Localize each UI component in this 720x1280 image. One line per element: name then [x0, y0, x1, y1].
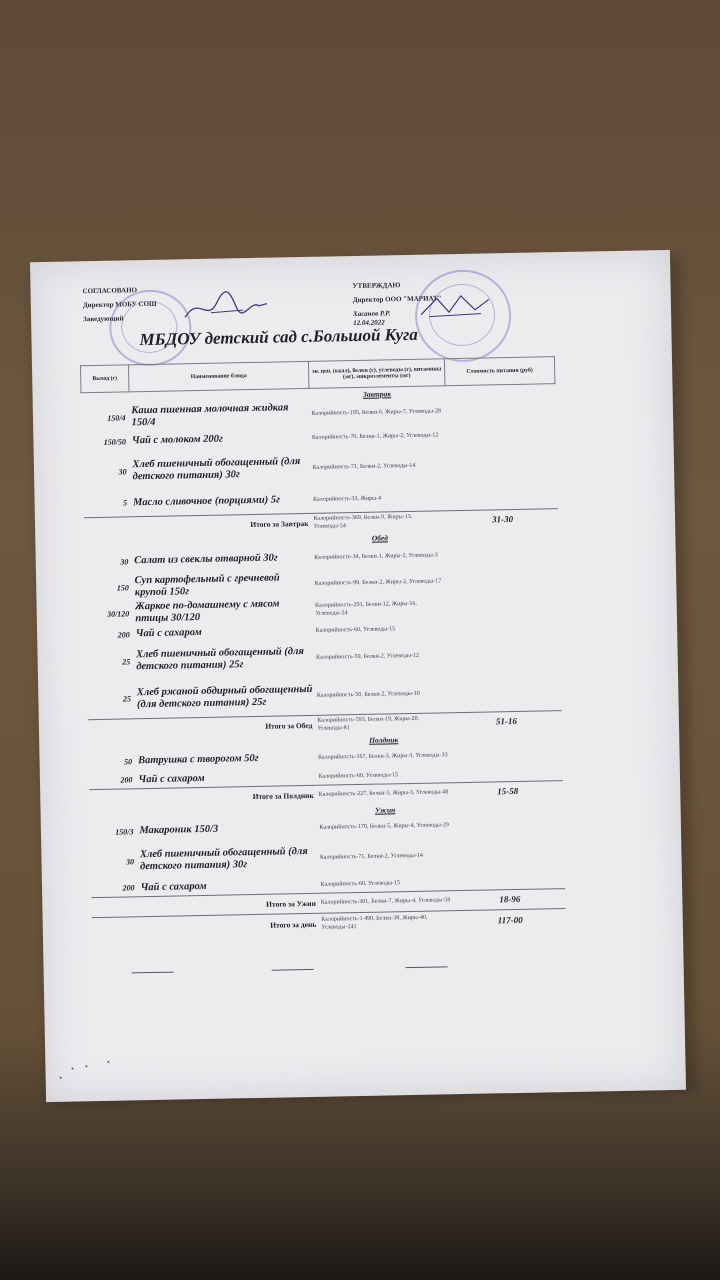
agreed-label: СОГЛАСОВАНО [82, 286, 138, 296]
subtotal-row: Итого за Завтрак Калорийность-369, Белки-9, Жиры-13, Углеводы-54 31-30 [83, 508, 557, 537]
agreed-position: Директор МОБУ СОШ [82, 299, 157, 310]
header-cost: Стоимость питания (руб) [444, 357, 554, 386]
menu-document [30, 250, 686, 1102]
table-row: 150/50 Чай с молоком 200г Калорийность-70, Белки-1, Жиры-2, Углеводы-12 [103, 432, 439, 447]
section-dinner: Ужин [374, 804, 396, 815]
page-title: МБДОУ детский сад с.Большой Куга [139, 324, 418, 350]
table-row: 30 Хлеб пшеничный обогащенный (для детского питания) 30г Калорийность-71, Белки-2, Углеводы-14 [118, 456, 416, 483]
table-row: 25 Хлеб ржаной обдирный обогащенный (для детского питания) 25г Калорийность-50, Белки-2, Углеводы-10 [122, 683, 420, 710]
table-row: 50 Ватрушка с творогом 50г Калорийность-167, Белки-3, Жиры-3, Углеводы-33 [124, 752, 448, 767]
manager-label: Заведующий [83, 314, 124, 324]
table-row: 30/120 Жаркое по-домашнему с мясом птицы 30/120 Калорийность-291, Белки-12, Жиры-16, Углеводы-24 [106, 598, 417, 625]
header-dish: Наименование блюда [128, 361, 308, 391]
signature-left [181, 286, 272, 328]
table-row: 200 Чай с сахаром Калорийность-60, Углеводы-15 [122, 879, 401, 893]
day-total-row: Итого за день Калорийность-1 490, Белки-38, Жиры-40, Углеводы-241 117-00 [91, 908, 565, 939]
paper-speck [85, 1065, 87, 1067]
signature-line-3 [406, 966, 448, 968]
table-row: 5 Масло сливочное (порциями) 5г Калорийность-33, Жиры-4 [123, 494, 382, 509]
subtotal-row: Итого за Ужин Калорийность-301, Белки-7, Жиры-4, Углеводы-58 18-96 [91, 888, 565, 917]
section-breakfast: Завтрак [362, 388, 392, 399]
table-row: 200 Чай с сахаром Калорийность-60, Углеводы-15 [117, 626, 396, 640]
header-output: Выход (г) [80, 365, 129, 393]
director-name: Хасанов Р.Р. [352, 309, 391, 319]
approve-position: Директор ООО "МАРИАТ" [352, 294, 442, 305]
header-nutrition: эн. цен. (ккал), белки (г), углеводы (г), витамины (мг), микроэлементы (мг) [308, 359, 444, 389]
subtotal-row: Итого за Обед Калорийность-593, Белки-19, Жиры-20, Углеводы-81 51-16 [87, 710, 561, 739]
menu-table [80, 356, 566, 939]
section-lunch: Обед [371, 532, 388, 543]
signature-line-2 [272, 969, 314, 971]
table-row: 150/3 Макароник 150/3 Калорийность-170, Белки-5, Жиры-4, Углеводы-29 [115, 822, 449, 837]
table-row: 30 Салат из свеклы отварной 30г Калорийность-34, Белки-1, Жиры-2, Углеводы-3 [120, 552, 438, 567]
paper-speck [107, 1061, 109, 1063]
table-row: 150 Суп картофельный с гречневой крупой 150г Калорийность-99, Белки-2, Жиры-2, Углеводы-17 [116, 572, 442, 599]
paper-speck [71, 1068, 73, 1070]
table-row: 150/4 Каша пшенная молочная жидкая 150/4 Калорийность-195, Белки-6, Жиры-7, Углеводы-28 [107, 402, 442, 429]
table-row: 30 Хлеб пшеничный обогащенный (для детского питания) 30г Калорийность-71, Белки-2, Углеводы-14 [125, 845, 423, 873]
table-row: 25 Хлеб пшеничный обогащенный (для детского питания) 25г Калорийность-59, Белки-2, Углеводы-12 [122, 646, 420, 673]
paper-speck [60, 1077, 62, 1079]
signature-line-1 [132, 972, 174, 974]
subtotal-row: Итого за Полдник Калорийность-227, Белки-3, Жиры-3, Углеводы-48 15-58 [89, 780, 563, 809]
signature-right [415, 289, 496, 325]
approval-date: 12.04.2022 [353, 318, 385, 328]
section-snack: Полдник [369, 734, 399, 745]
table-row: 200 Чай с сахаром Калорийность-60, Углеводы-15 [120, 771, 399, 785]
approve-label: УТВЕРЖДАЮ [352, 281, 401, 291]
